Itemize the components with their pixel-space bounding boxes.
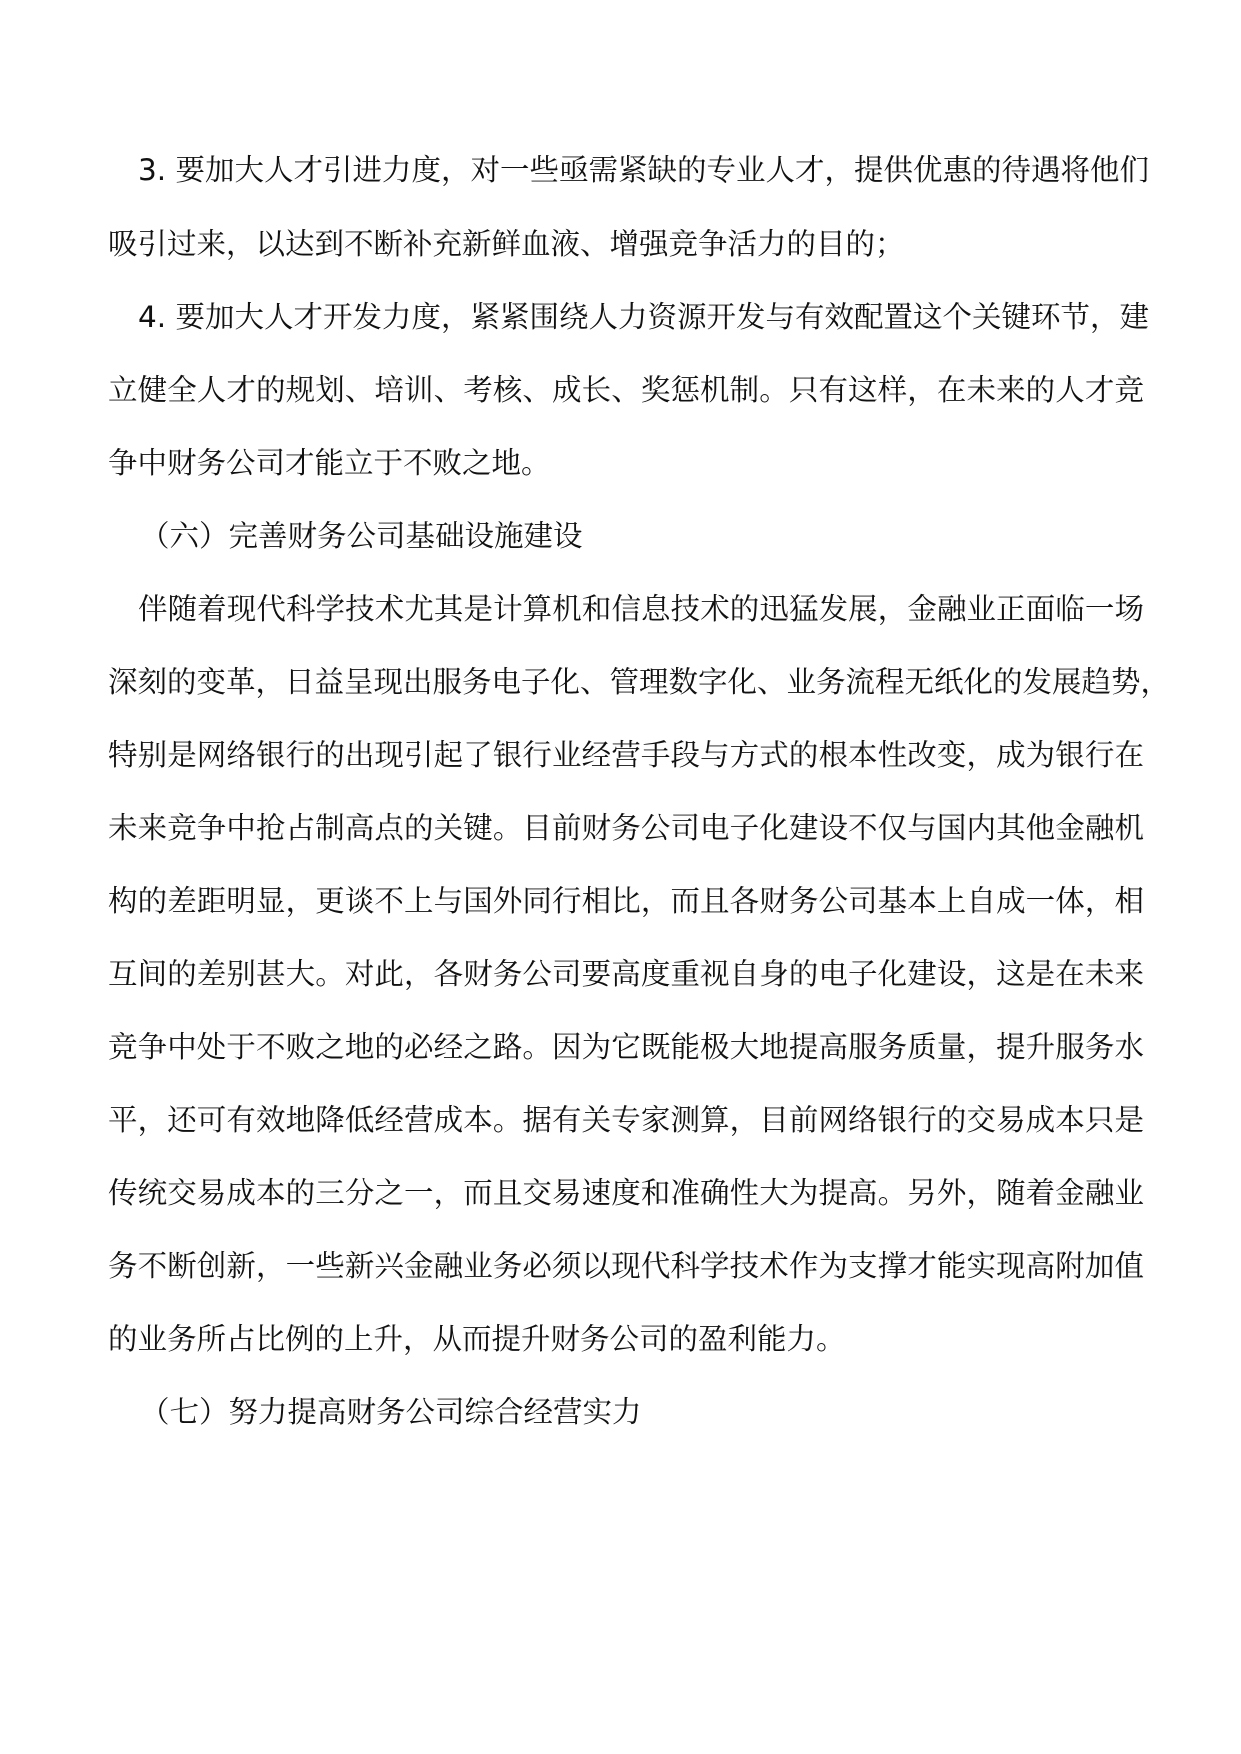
paragraph-infra-line-9: 传统交易成本的三分之一，而且交易速度和准确性大为提高。另外，随着金融业 — [108, 1176, 1144, 1210]
paragraph-infra-line-2: 深刻的变革，日益呈现出服务电子化、管理数字化、业务流程无纸化的发展趋势， — [108, 665, 1171, 699]
paragraph-infra-line-8: 平，还可有效地降低经营成本。据有关专家测算，目前网络银行的交易成本只是 — [108, 1103, 1144, 1137]
paragraph-infra-line-4: 未来竞争中抢占制高点的关键。目前财务公司电子化建设不仅与国内其他金融机 — [108, 811, 1144, 845]
paragraph-infra-line-10: 务不断创新，一些新兴金融业务必须以现代科学技术作为支撑才能实现高附加值 — [108, 1249, 1144, 1283]
paragraph-3-line-1: 3. 要加大人才引进力度，对一些亟需紧缺的专业人才，提供优惠的待遇将他们 — [138, 153, 1150, 187]
paragraph-infra-line-7: 竞争中处于不败之地的必经之路。因为它既能极大地提高服务质量，提升服务水 — [108, 1030, 1144, 1064]
paragraph-infra-line-1: 伴随着现代科学技术尤其是计算机和信息技术的迅猛发展，金融业正面临一场 — [138, 592, 1144, 626]
paragraph-infra-line-6: 互间的差别甚大。对此，各财务公司要高度重视自身的电子化建设，这是在未来 — [108, 957, 1144, 991]
paragraph-infra-line-3: 特别是网络银行的出现引起了银行业经营手段与方式的根本性改变，成为银行在 — [108, 738, 1144, 772]
section-heading-7: （七）努力提高财务公司综合经营实力 — [140, 1395, 642, 1429]
paragraph-infra-line-11: 的业务所占比例的上升，从而提升财务公司的盈利能力。 — [108, 1322, 846, 1356]
paragraph-4-line-1: 4. 要加大人才开发力度，紧紧围绕人力资源开发与有效配置这个关键环节，建 — [138, 300, 1150, 334]
section-heading-6: （六）完善财务公司基础设施建设 — [140, 519, 583, 553]
paragraph-4-line-2: 立健全人才的规划、培训、考核、成长、奖惩机制。只有这样，在未来的人才竞 — [108, 373, 1144, 407]
paragraph-4-line-3: 争中财务公司才能立于不败之地。 — [108, 446, 551, 480]
paragraph-3-line-2: 吸引过来，以达到不断补充新鲜血液、增强竞争活力的目的； — [108, 227, 905, 261]
paragraph-infra-line-5: 构的差距明显，更谈不上与国外同行相比，而且各财务公司基本上自成一体，相 — [108, 884, 1144, 918]
